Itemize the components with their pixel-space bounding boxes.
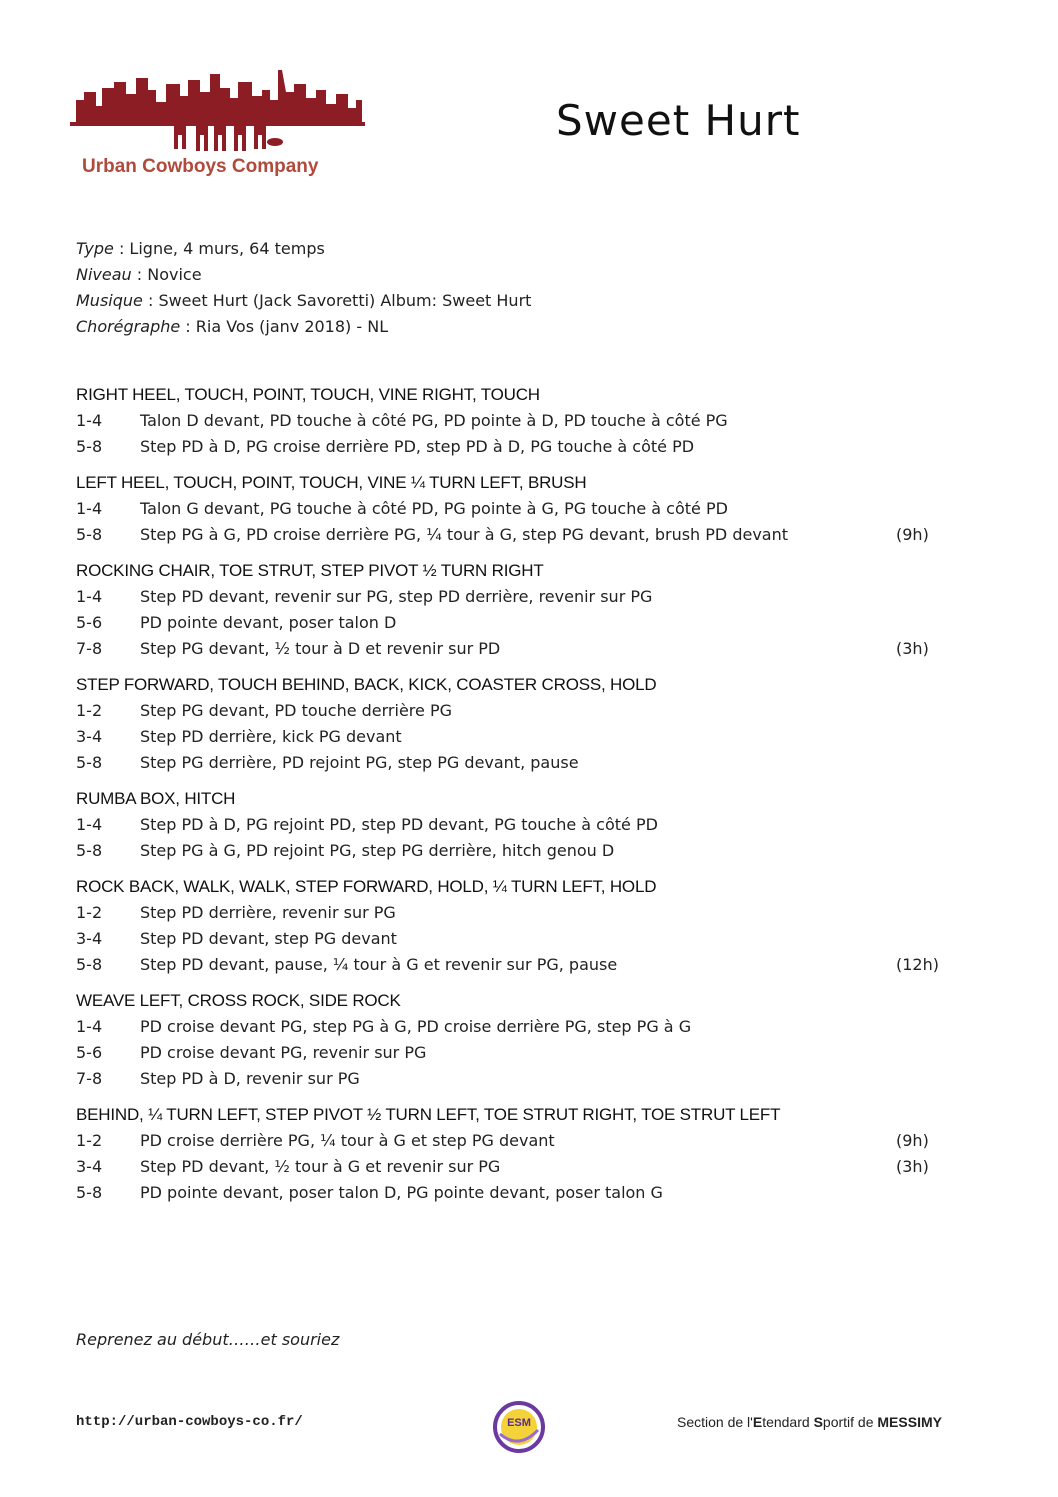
meta-label: Chorégraphe xyxy=(76,317,181,336)
section-title: RIGHT HEEL, TOUCH, POINT, TOUCH, VINE RIGHT, TOUCH xyxy=(76,385,540,404)
step-wall xyxy=(896,926,956,952)
step-sheet xyxy=(76,382,956,1216)
step-description: Step PD à D, PG croise derrière PD, step PD à D, PG touche à côté PD xyxy=(140,437,695,456)
step-row xyxy=(76,610,956,636)
step-section xyxy=(76,988,956,1092)
dance-meta xyxy=(76,236,531,340)
step-row xyxy=(76,900,956,926)
step-wall: (9h) xyxy=(896,525,929,544)
section-title: RUMBA BOX, HITCH xyxy=(76,789,236,808)
section-title: BEHIND, ¼ TURN LEFT, STEP PIVOT ½ TURN LEFT, TOE STRUT RIGHT, TOE STRUT LEFT xyxy=(76,1105,781,1124)
esm-badge-text: ESM xyxy=(507,1417,531,1429)
step-count: 1-4 xyxy=(76,1017,103,1036)
skyline-cowboys-logo-icon xyxy=(70,70,365,158)
step-row xyxy=(76,584,956,610)
section-title: ROCK BACK, WALK, WALK, STEP FORWARD, HOLD, ¼ TURN LEFT, HOLD xyxy=(76,877,657,896)
step-wall xyxy=(896,1040,956,1066)
step-count: 1-2 xyxy=(76,1131,103,1150)
step-row xyxy=(76,1128,956,1154)
meta-level xyxy=(76,262,531,288)
step-description: Talon G devant, PG touche à côté PD, PG pointe à G, PG touche à côté PD xyxy=(140,499,728,518)
step-description: Step PG à G, PD croise derrière PG, ¼ tour à G, step PG devant, brush PD devant xyxy=(140,525,789,544)
step-count: 5-6 xyxy=(76,1043,103,1062)
step-wall xyxy=(896,496,956,522)
step-description: Step PD derrière, revenir sur PG xyxy=(140,903,396,922)
step-description: Step PD devant, step PG devant xyxy=(140,929,397,948)
step-wall xyxy=(896,724,956,750)
step-row xyxy=(76,1040,956,1066)
esm-badge xyxy=(492,1400,546,1454)
step-section xyxy=(76,470,956,548)
step-row xyxy=(76,1014,956,1040)
step-wall xyxy=(896,750,956,776)
step-row xyxy=(76,1066,956,1092)
meta-value: : Ria Vos (janv 2018) - NL xyxy=(180,317,389,336)
step-count: 7-8 xyxy=(76,639,103,658)
step-description: Step PD devant, ½ tour à G et revenir sur PG xyxy=(140,1157,501,1176)
step-count: 1-4 xyxy=(76,815,103,834)
step-count: 1-2 xyxy=(76,903,103,922)
step-description: Step PD à D, PG rejoint PD, step PD devant, PG touche à côté PD xyxy=(140,815,658,834)
step-wall: (3h) xyxy=(896,1157,929,1176)
meta-label: Musique xyxy=(76,291,143,310)
step-row xyxy=(76,636,956,662)
step-description: Step PD à D, revenir sur PG xyxy=(140,1069,360,1088)
step-row xyxy=(76,926,956,952)
meta-label: Niveau xyxy=(76,265,132,284)
step-section xyxy=(76,786,956,864)
step-count: 3-4 xyxy=(76,1157,103,1176)
club-text: portif de xyxy=(822,1414,878,1430)
club-text: tendard xyxy=(762,1414,814,1430)
step-wall: (3h) xyxy=(896,639,929,658)
step-wall xyxy=(896,1014,956,1040)
step-description: Step PG derrière, PD rejoint PG, step PG devant, pause xyxy=(140,753,579,772)
club-text: Section de l' xyxy=(677,1414,753,1430)
step-description: Step PG à G, PD rejoint PG, step PG derrière, hitch genou D xyxy=(140,841,615,860)
step-count: 5-8 xyxy=(76,955,103,974)
step-description: Talon D devant, PD touche à côté PG, PD pointe à D, PD touche à côté PG xyxy=(140,411,728,430)
step-row xyxy=(76,408,956,434)
step-row xyxy=(76,812,956,838)
step-wall: (12h) xyxy=(896,955,939,974)
step-description: Step PG devant, ½ tour à D et revenir sur PD xyxy=(140,639,501,658)
company-name: Urban Cowboys Company xyxy=(82,156,319,177)
step-section xyxy=(76,874,956,978)
step-row xyxy=(76,750,956,776)
step-count: 5-8 xyxy=(76,1183,103,1202)
step-wall xyxy=(896,812,956,838)
step-count: 1-4 xyxy=(76,587,103,606)
dance-title: Sweet Hurt xyxy=(556,96,801,145)
step-count: 5-8 xyxy=(76,753,103,772)
step-description: Step PD devant, revenir sur PG, step PD derrière, revenir sur PG xyxy=(140,587,653,606)
club-initial: E xyxy=(752,1414,763,1430)
step-row xyxy=(76,434,956,460)
meta-choreographer xyxy=(76,314,531,340)
step-count: 3-4 xyxy=(76,929,103,948)
section-title: ROCKING CHAIR, TOE STRUT, STEP PIVOT ½ TURN RIGHT xyxy=(76,561,544,580)
section-title: LEFT HEEL, TOUCH, POINT, TOUCH, VINE ¼ TURN LEFT, BRUSH xyxy=(76,473,587,492)
meta-type xyxy=(76,236,531,262)
step-row xyxy=(76,838,956,864)
step-count: 1-2 xyxy=(76,701,103,720)
step-wall: (9h) xyxy=(896,1131,929,1150)
step-wall xyxy=(896,584,956,610)
step-row xyxy=(76,698,956,724)
step-row xyxy=(76,724,956,750)
step-section xyxy=(76,382,956,460)
step-description: Step PG devant, PD touche derrière PG xyxy=(140,701,452,720)
step-description: Step PD devant, pause, ¼ tour à G et revenir sur PG, pause xyxy=(140,955,618,974)
step-count: 1-4 xyxy=(76,499,103,518)
meta-value: : Sweet Hurt (Jack Savoretti) Album: Sweet Hurt xyxy=(142,291,532,310)
step-description: PD croise devant PG, step PG à G, PD croise derrière PG, step PG à G xyxy=(140,1017,692,1036)
step-wall xyxy=(896,408,956,434)
step-section xyxy=(76,672,956,776)
step-count: 5-6 xyxy=(76,613,103,632)
step-count: 5-8 xyxy=(76,525,103,544)
website-link[interactable]: http://urban-cowboys-co.fr/ xyxy=(76,1414,303,1430)
company-logo xyxy=(70,70,365,182)
step-wall xyxy=(896,434,956,460)
meta-music xyxy=(76,288,531,314)
step-row xyxy=(76,1154,956,1180)
step-section xyxy=(76,558,956,662)
club-section xyxy=(677,1414,942,1430)
step-row xyxy=(76,522,956,548)
step-row xyxy=(76,952,956,978)
step-description: Step PD derrière, kick PG devant xyxy=(140,727,402,746)
step-count: 3-4 xyxy=(76,727,103,746)
meta-value: : Ligne, 4 murs, 64 temps xyxy=(113,239,325,258)
section-title: STEP FORWARD, TOUCH BEHIND, BACK, KICK, COASTER CROSS, HOLD xyxy=(76,675,657,694)
step-wall xyxy=(896,900,956,926)
step-description: PD croise devant PG, revenir sur PG xyxy=(140,1043,427,1062)
section-title: WEAVE LEFT, CROSS ROCK, SIDE ROCK xyxy=(76,991,401,1010)
step-row xyxy=(76,496,956,522)
meta-value: : Novice xyxy=(131,265,202,284)
step-wall xyxy=(896,1066,956,1092)
step-wall xyxy=(896,838,956,864)
step-wall xyxy=(896,610,956,636)
meta-label: Type xyxy=(76,239,114,258)
step-count: 5-8 xyxy=(76,437,103,456)
step-description: PD croise derrière PG, ¼ tour à G et step PG devant xyxy=(140,1131,555,1150)
step-description: PD pointe devant, poser talon D xyxy=(140,613,397,632)
step-wall xyxy=(896,1180,956,1206)
step-section xyxy=(76,1102,956,1206)
step-row xyxy=(76,1180,956,1206)
step-count: 7-8 xyxy=(76,1069,103,1088)
club-town: MESSIMY xyxy=(877,1414,942,1430)
closing-note: Reprenez au début……et souriez xyxy=(76,1330,340,1349)
step-wall xyxy=(896,698,956,724)
step-count: 5-8 xyxy=(76,841,103,860)
club-initial: S xyxy=(813,1414,823,1430)
step-description: PD pointe devant, poser talon D, PG pointe devant, poser talon G xyxy=(140,1183,663,1202)
step-count: 1-4 xyxy=(76,411,103,430)
